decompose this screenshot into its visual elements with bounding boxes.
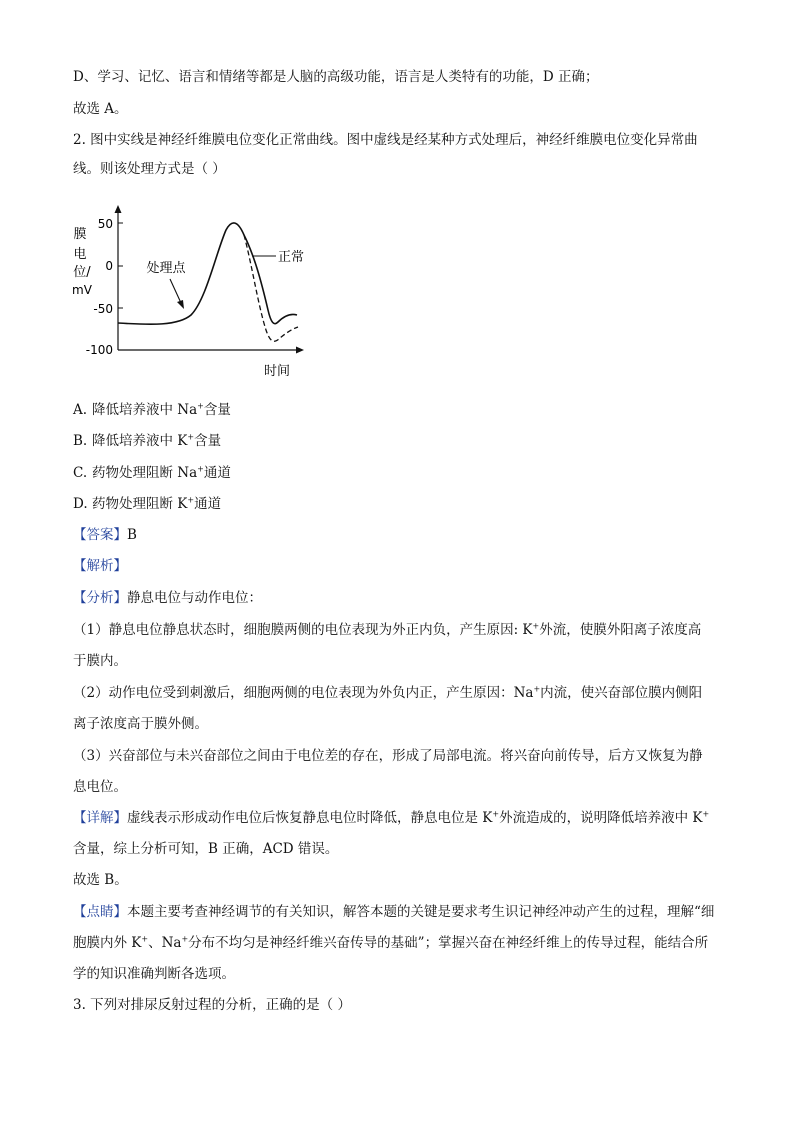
fenxi-p2-line2: 离子浓度高于膜外侧。 — [73, 716, 208, 732]
x-axis-arrow — [296, 347, 304, 354]
x-axis-label: 时间 — [263, 364, 291, 379]
answer-line — [73, 526, 137, 544]
answer-conclusion-q1: 故选 A。 — [73, 101, 128, 117]
y-tick-label: 0 — [105, 259, 113, 273]
y-axis-arrow — [115, 205, 122, 213]
option-c: C. 药物处理阻断 Na+通道 — [73, 464, 231, 481]
dianjing-line2: 胞膜内外 K+、Na+分布不均匀是神经纤维兴奋传导的基础”；掌握兴奋在神经纤维上的传导过程，能结合所 — [73, 934, 709, 951]
membrane-potential-graph — [66, 205, 326, 385]
fenxi-p1-line2: 于膜内。 — [73, 653, 127, 669]
dianjing-tag: 【点睛】 — [73, 904, 127, 920]
y-tick-label: -100 — [85, 343, 113, 357]
treatment-point-label: 处理点 — [146, 261, 186, 276]
xiangjie-line2: 含量，综上分析可知，B 正确，ACD 错误。 — [73, 841, 339, 857]
fenxi-p2-line1: （2）动作电位受到刺激后，细胞两侧的电位表现为外负内正，产生原因：Na+内流，使兴奋部位膜内侧阳 — [73, 684, 703, 701]
fenxi-heading: 【分析】静息电位与动作电位： — [73, 590, 262, 606]
answer-value: B — [127, 527, 137, 543]
option-b: B. 降低培养液中 K+含量 — [73, 432, 222, 449]
conclusion-q2: 故选 B。 — [73, 872, 128, 888]
fenxi-tag: 【分析】 — [73, 590, 127, 606]
option-d-explanation: D、学习、记忆、语言和情绪等都是人脑的高级功能，语言是人类特有的功能，D 正确； — [73, 69, 599, 85]
y-axis-label-char: 位/ — [73, 265, 91, 280]
y-axis-label-char: 膜 — [73, 227, 87, 242]
question-3-stem: 3. 下列对排尿反射过程的分析，正确的是（ ） — [73, 997, 351, 1013]
question-2-stem-line2: 线。则该处理方式是（ ） — [73, 161, 226, 177]
analysis-tag: 【解析】 — [73, 558, 127, 574]
xiangjie-line1: 【详解】虚线表示形成动作电位后恢复静息电位时降低，静息电位是 K+外流造成的，说明降低培养液中 K+ — [73, 809, 710, 826]
dianjing-line3: 学的知识准确判断各选项。 — [73, 966, 235, 982]
question-2-stem-line1: 2. 图中实线是神经纤维膜电位变化正常曲线。图中虚线是经某种方式处理后，神经纤维膜电位变化异常曲 — [73, 132, 698, 148]
option-d: D. 药物处理阻断 K+通道 — [73, 495, 222, 512]
fenxi-p3-line1: （3）兴奋部位与未兴奋部位之间由于电位差的存在，形成了局部电流。将兴奋向前传导，后方又恢复为静 — [73, 748, 703, 764]
dianjing-line1: 【点睛】本题主要考查神经调节的有关知识，解答本题的关键是要求考生识记神经冲动产生的过程，理解“细 — [73, 904, 715, 920]
y-tick-label: 50 — [97, 217, 113, 231]
treatment-point-arrowhead — [177, 300, 184, 309]
normal-curve — [118, 223, 297, 324]
xiangjie-tag: 【详解】 — [73, 810, 127, 826]
normal-curve-label: 正常 — [278, 250, 305, 265]
y-axis-label-char: mV — [72, 283, 92, 297]
treatment-point-pointer — [170, 279, 181, 303]
fenxi-p1-line1: （1）静息电位静息状态时，细胞膜两侧的电位表现为外正内负，产生原因: K+外流，使膜外阳离子浓度高 — [73, 621, 702, 638]
y-axis-label-char: 电 — [73, 247, 87, 262]
y-tick-label: -50 — [93, 302, 113, 316]
answer-tag: 【答案】 — [73, 527, 127, 543]
option-a: A. 降低培养液中 Na+含量 — [73, 401, 231, 418]
fenxi-p3-line2: 息电位。 — [73, 779, 127, 795]
